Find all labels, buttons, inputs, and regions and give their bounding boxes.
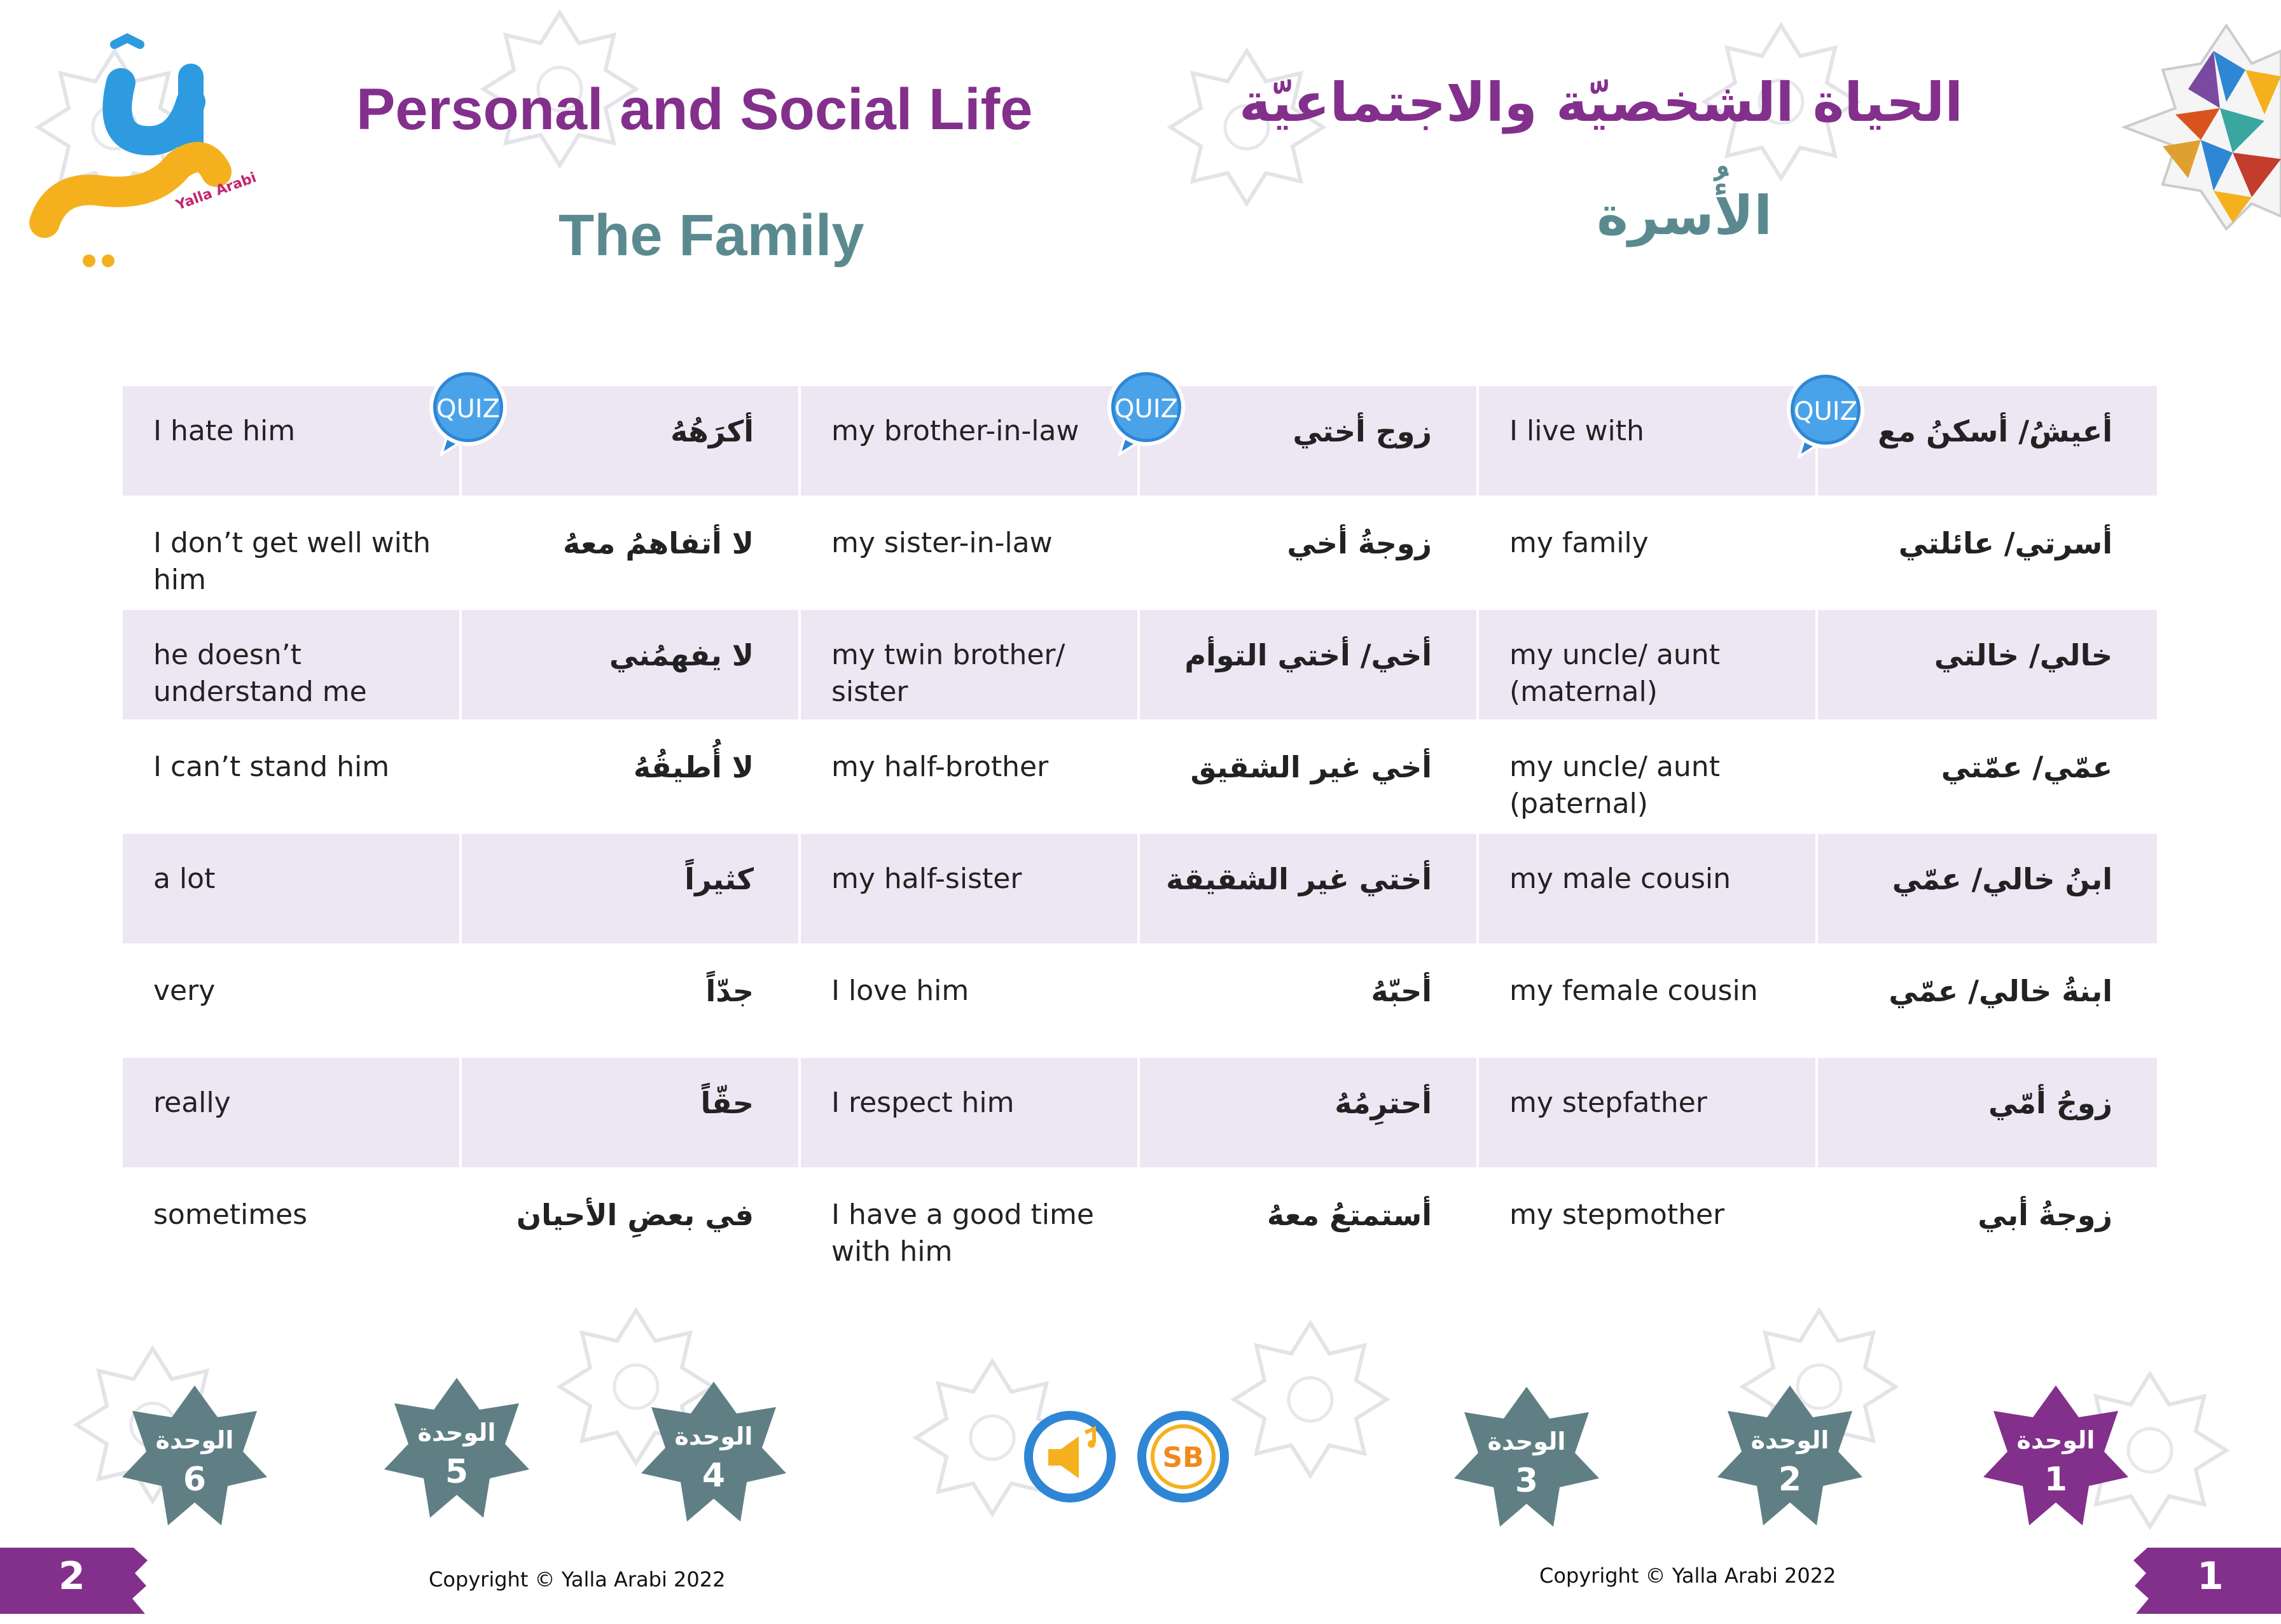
- svg-text:SB: SB: [1162, 1441, 1204, 1474]
- quiz-bubble-icon: [1785, 369, 1866, 458]
- unit-star-icon: [637, 1378, 790, 1530]
- svg-text:Yalla Arabi: Yalla Arabi: [174, 169, 259, 214]
- vocab-cell-ar: أكرَهُهُ: [462, 386, 801, 496]
- unit-2-button[interactable]: الوحدة 2: [1714, 1382, 1866, 1534]
- vocab-cell-ar: أعيشُ/ أسكنُ مع: [1878, 414, 2112, 448]
- vocab-cell-ar: حقّاً: [462, 1058, 801, 1167]
- vocab-cell-ar: جدّاً: [462, 946, 801, 1055]
- vocab-cell-ar: زوجةُ أخي: [1140, 498, 1479, 607]
- unit-1-button[interactable]: الوحدة 1: [1979, 1382, 2132, 1534]
- svg-text:QUIZ: QUIZ: [1794, 397, 1857, 426]
- vocab-cell-en: a lot: [123, 834, 462, 943]
- sb-badge-icon: [1134, 1407, 1233, 1506]
- page-title-ar: الحياة الشخصيّة والاجتماعيّة: [1239, 71, 1963, 134]
- vocab-cell-ar: أستمتعُ معهُ: [1140, 1170, 1479, 1279]
- vocab-cell-en: my uncle/ aunt (paternal): [1479, 722, 1818, 831]
- vocab-cell-ar: كثيراً: [462, 834, 801, 943]
- table-row: [123, 1058, 2157, 1167]
- quiz-button-1[interactable]: [427, 366, 509, 455]
- vocab-cell-ar: أخي غير الشقيق: [1140, 722, 1479, 831]
- vocab-cell-ar: لا يفهمُني: [462, 610, 801, 719]
- unit-5-button[interactable]: الوحدة 5: [380, 1374, 533, 1527]
- vocab-cell-en: my sister-in-law: [801, 498, 1140, 607]
- vocab-cell-ar: أخي/ أختي التوأم: [1140, 610, 1479, 719]
- vocab-cell-en: my half-brother: [801, 722, 1140, 831]
- vocab-cell-ar: أسرتي/ عائلتي: [1898, 526, 2112, 560]
- yalla-arabi-logo: [19, 32, 259, 274]
- unit-star-icon: [1450, 1383, 1603, 1536]
- table-row: [123, 610, 2157, 719]
- vocab-cell-ar: ابنُ خالي/ عمّي: [1892, 862, 2112, 896]
- vocab-cell-en: my brother-in-law: [801, 386, 1140, 496]
- vocab-cell-ar: ابنةُ خالي/ عمّي: [1889, 974, 2112, 1008]
- quiz-button-2[interactable]: [1106, 366, 1187, 455]
- vocab-cell-en: my stepfather: [1479, 1058, 1818, 1167]
- page-number-right: 1: [2133, 1548, 2281, 1614]
- vocab-cell-en: he doesn’t understand me: [123, 610, 462, 719]
- copyright-left: Copyright © Yalla Arabi 2022: [429, 1567, 726, 1592]
- unit-star-icon: [380, 1374, 533, 1527]
- unit-3-button[interactable]: الوحدة 3: [1450, 1383, 1603, 1536]
- vocabulary-table: [123, 386, 2157, 1279]
- svg-text:QUIZ: QUIZ: [1114, 394, 1178, 424]
- quiz-button-3[interactable]: [1785, 369, 1866, 458]
- audio-play-button[interactable]: [1020, 1407, 1120, 1506]
- page-subtitle-en: The Family: [558, 203, 864, 268]
- vocab-cell-ar: في بعضِ الأحيان: [462, 1170, 801, 1279]
- vocab-cell-ar: زوجُ أمّي: [1988, 1086, 2112, 1120]
- vocab-cell-ar: عمّي/ عمّتي: [1941, 750, 2112, 784]
- vocab-cell-en: my stepmother: [1479, 1170, 1818, 1279]
- vocab-cell-en: I can’t stand him: [123, 722, 462, 831]
- unit-star-icon: [1979, 1382, 2132, 1534]
- vocab-cell-ar: خالي/ خالتي: [1934, 638, 2112, 672]
- table-row: [123, 946, 2157, 1055]
- vocab-cell-en: my family: [1479, 498, 1818, 607]
- table-row: [123, 498, 2157, 607]
- unit-4-button[interactable]: الوحدة 4: [637, 1378, 790, 1530]
- vocab-cell-en: my half-sister: [801, 834, 1140, 943]
- vocab-cell-en: I have a good time with him: [801, 1170, 1140, 1279]
- unit-6-button[interactable]: الوحدة 6: [118, 1382, 271, 1534]
- table-row: [123, 834, 2157, 943]
- vocab-cell-ar: أحبّهُ: [1140, 946, 1479, 1055]
- vocab-cell-ar: لا أُطيقُهُ: [462, 722, 801, 831]
- table-row: [123, 1170, 2157, 1279]
- vocab-cell-en: very: [123, 946, 462, 1055]
- vocab-cell-en: my uncle/ aunt (maternal): [1479, 610, 1818, 719]
- unit-star-icon: [1714, 1382, 1866, 1534]
- vocab-cell-en: my twin brother/ sister: [801, 610, 1140, 719]
- speaker-music-icon: [1020, 1407, 1120, 1506]
- vocab-cell-en: I don’t get well with him: [123, 498, 462, 607]
- unit-star-icon: [118, 1382, 271, 1534]
- vocab-cell-en: I hate him: [123, 386, 462, 496]
- vocab-cell-ar: زوج أختي: [1140, 386, 1479, 496]
- copyright-right: Copyright © Yalla Arabi 2022: [1539, 1564, 1836, 1588]
- page-number-left: 2: [0, 1548, 148, 1614]
- vocab-cell-ar: أختي غير الشقيقة: [1140, 834, 1479, 943]
- vocab-cell-en: my male cousin: [1479, 834, 1818, 943]
- vocab-cell-en: really: [123, 1058, 462, 1167]
- vocab-cell-en: I live with: [1479, 386, 1818, 496]
- vocab-cell-en: sometimes: [123, 1170, 462, 1279]
- vocab-cell-ar: زوجةُ أبي: [1978, 1198, 2112, 1232]
- page-subtitle-ar: الأُسرة: [1597, 184, 1772, 247]
- quiz-bubble-icon: [1106, 366, 1187, 455]
- vocab-cell-en: I love him: [801, 946, 1140, 1055]
- svg-text:QUIZ: QUIZ: [436, 394, 500, 424]
- quiz-bubble-icon: [427, 366, 509, 455]
- vocab-cell-ar: لا أتفاهمُ معهُ: [462, 498, 801, 607]
- vocab-cell-en: my female cousin: [1479, 946, 1818, 1055]
- sb-button[interactable]: [1134, 1407, 1233, 1506]
- page-title-en: Personal and Social Life: [356, 77, 1033, 142]
- vocab-cell-en: I respect him: [801, 1058, 1140, 1167]
- table-row: [123, 722, 2157, 831]
- vocab-cell-ar: أحترِمُهُ: [1140, 1058, 1479, 1167]
- mosaic-star-decoration: [2125, 25, 2281, 229]
